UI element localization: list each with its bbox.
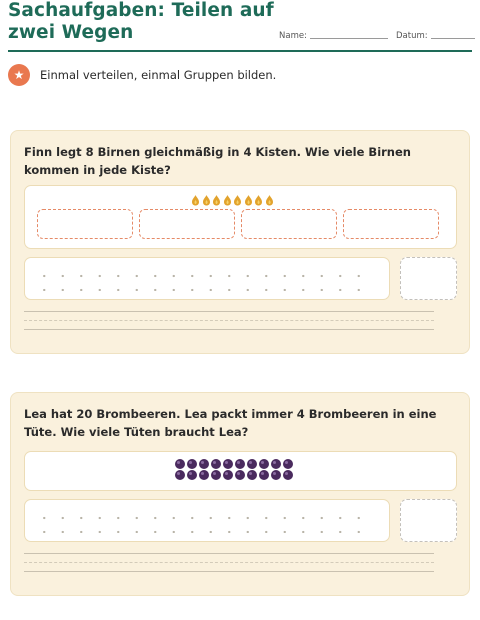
pear-icon xyxy=(233,194,242,210)
blackberry-icon xyxy=(175,459,185,469)
crate-box[interactable] xyxy=(37,209,133,239)
pear-icon xyxy=(202,194,211,210)
date-field[interactable] xyxy=(396,31,475,41)
writing-line xyxy=(24,571,434,572)
task-2-answer-box[interactable] xyxy=(400,499,457,542)
crate-box[interactable] xyxy=(343,209,439,239)
blackberry-icon xyxy=(271,459,281,469)
writing-midline xyxy=(24,320,434,321)
blackberry-icon xyxy=(235,459,245,469)
blackberry-icon xyxy=(223,470,233,480)
writing-line xyxy=(24,329,434,330)
blackberry-icon xyxy=(247,459,257,469)
date-label: Datum: xyxy=(396,31,428,41)
pear-row xyxy=(191,194,274,210)
blackberry-icon xyxy=(259,459,269,469)
pear-icon xyxy=(244,194,253,210)
page-title xyxy=(8,0,274,44)
task-1-answer-box[interactable] xyxy=(400,257,457,300)
dot-grid xyxy=(35,269,365,291)
task-card-2 xyxy=(10,392,470,596)
date-line xyxy=(431,38,475,39)
star-icon: ★ xyxy=(8,64,30,86)
task-2-picture-panel xyxy=(24,451,457,491)
task-1-work-area[interactable] xyxy=(24,257,390,300)
pear-icon xyxy=(254,194,263,210)
task-card-1 xyxy=(10,130,470,354)
blackberry-icon xyxy=(199,459,209,469)
blackberry-icon xyxy=(247,470,257,480)
title-line-1: Sachaufgaben: Teilen auf xyxy=(8,0,274,21)
task-2-question: Lea hat 20 Brombeeren. Lea packt immer 4 Brombeeren in eine Tüte. Wie viele Tüten braucht Lea? xyxy=(24,407,437,439)
writing-line xyxy=(24,553,434,554)
name-field[interactable] xyxy=(279,31,388,41)
berry-grid xyxy=(175,459,295,480)
crate-box[interactable] xyxy=(241,209,337,239)
instruction xyxy=(8,64,276,86)
blackberry-icon xyxy=(223,459,233,469)
blackberry-icon xyxy=(283,459,293,469)
blackberry-icon xyxy=(283,470,293,480)
task-1-question: Finn legt 8 Birnen gleichmäßig in 4 Kisten. Wie viele Birnen kommen in jede Kiste? xyxy=(24,145,411,177)
task-2-work-area[interactable] xyxy=(24,499,390,542)
crate-box[interactable] xyxy=(139,209,235,239)
blackberry-icon xyxy=(259,470,269,480)
title-line-2: zwei Wegen xyxy=(8,22,134,43)
dot-grid xyxy=(35,511,365,533)
blackberry-icon xyxy=(211,470,221,480)
pear-icon xyxy=(223,194,232,210)
name-line xyxy=(310,38,388,39)
instruction-text: Einmal verteilen, einmal Gruppen bilden. xyxy=(40,68,277,82)
blackberry-icon xyxy=(211,459,221,469)
box-row xyxy=(37,209,439,239)
pear-icon xyxy=(265,194,274,210)
blackberry-icon xyxy=(187,459,197,469)
blackberry-icon xyxy=(175,470,185,480)
blackberry-icon xyxy=(199,470,209,480)
blackberry-icon xyxy=(187,470,197,480)
task-1-picture-panel xyxy=(24,185,457,249)
name-label: Name: xyxy=(279,31,307,41)
blackberry-icon xyxy=(271,470,281,480)
pear-icon xyxy=(212,194,221,210)
writing-midline xyxy=(24,562,434,563)
blackberry-icon xyxy=(235,470,245,480)
task-2-writing-lines[interactable] xyxy=(24,553,434,572)
pear-icon xyxy=(191,194,200,210)
task-1-writing-lines[interactable] xyxy=(24,311,434,330)
worksheet-header xyxy=(8,0,472,52)
writing-line xyxy=(24,311,434,312)
